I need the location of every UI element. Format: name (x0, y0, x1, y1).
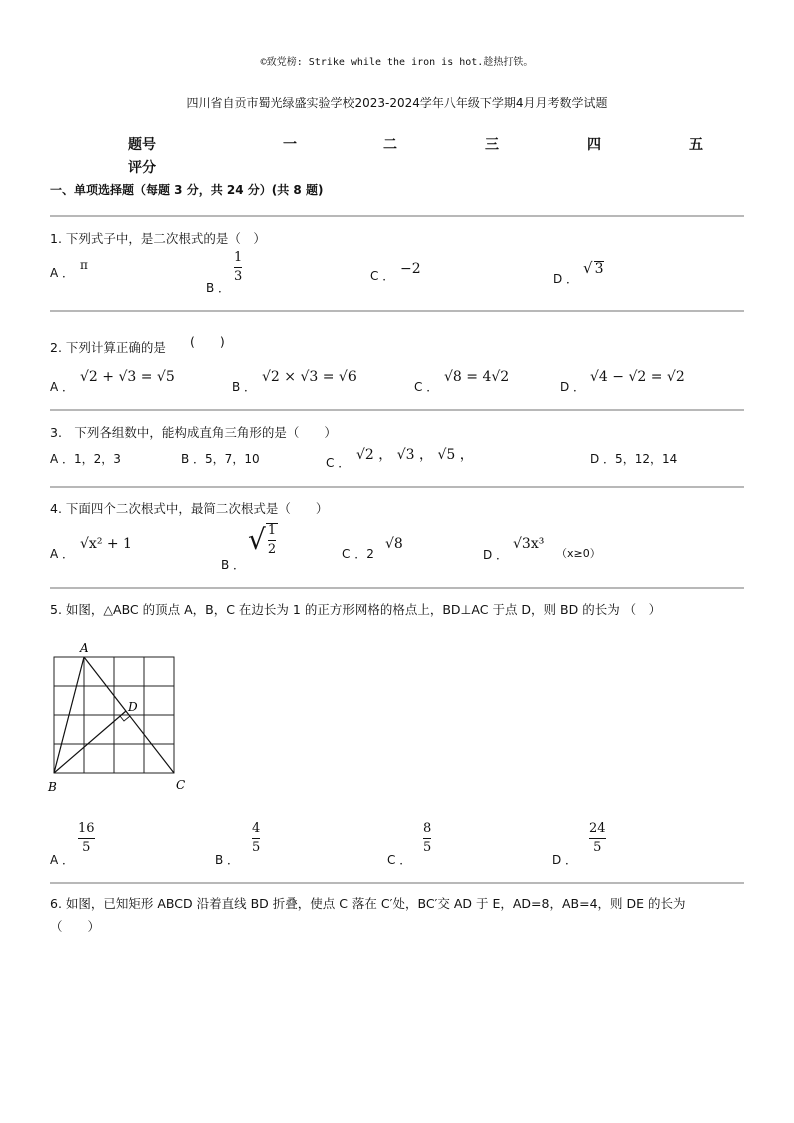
q5-option-c-label: C ． (387, 853, 412, 867)
q1-b-numerator: 1 (234, 250, 243, 265)
divider (50, 587, 744, 589)
question-2-paren: ( ) (190, 334, 225, 349)
question-4-stem: 4. 下面四个二次根式中，最简二次根式是（ ） (50, 501, 329, 516)
q3-option-c-value: √2 ， √3 ， √5 ， (356, 447, 474, 463)
q1-option-a-label: A ． (50, 266, 75, 280)
q3-option-d: D ．5，12，14 (590, 452, 678, 466)
score-table-row-label: 题号 (128, 137, 156, 153)
q5-option-c-fraction: 8 5 (423, 821, 432, 855)
divider (50, 409, 744, 411)
vertex-label-d: D (128, 700, 138, 714)
q1-option-a-value: π (80, 258, 88, 272)
q4-option-c-value: √8 (385, 536, 403, 552)
question-6-stem: 6. 如图，已知矩形 ABCD 沿着直线 BD 折叠，使点 C 落在 C′处，BC′交 AD 于 E，AD=8，AB=4，则 DE 的长为 (50, 896, 686, 911)
divider (50, 882, 744, 884)
score-col-1: 一 (283, 137, 297, 153)
q4-option-a-label: A ． (50, 547, 75, 561)
score-col-3: 三 (485, 137, 499, 153)
q3-option-b: B ．5，7，10 (181, 452, 260, 466)
q2-option-b-value: √2 × √3 = √6 (262, 369, 357, 385)
question-6-paren: （ ） (50, 919, 101, 934)
q4-option-b-value (248, 523, 278, 556)
q5-option-a-label: A ． (50, 853, 75, 867)
q1-option-d-value: √ 3 (583, 259, 604, 277)
q1-option-b-label: B ． (206, 281, 231, 295)
q2-option-d-value: √4 − √2 = √2 (590, 369, 685, 385)
q5-option-b-fraction: 4 5 (252, 821, 261, 855)
question-3-stem: 3. 下列各组数中，能构成直角三角形的是（ ） (50, 425, 337, 440)
q2-option-a-value: √2 + √3 = √5 (80, 369, 175, 385)
question-1-stem: 1. 下列式子中，是二次根式的是（ ） (50, 231, 266, 246)
q4-option-b-label: B ． (221, 558, 246, 572)
q4-option-d-value: √3x³ (513, 536, 545, 552)
divider (50, 486, 744, 488)
q1-option-c-value: −2 (400, 261, 421, 277)
q1-option-d-label: D ． (553, 272, 579, 286)
q2-option-b-label: B ． (232, 380, 257, 394)
q1-b-denominator: 3 (234, 268, 243, 284)
q4-option-d-label: D ． (483, 548, 509, 562)
divider (50, 310, 744, 312)
q5-option-d-label: D ． (552, 853, 578, 867)
vertex-label-c: C (176, 778, 186, 792)
radical-sign: √ (248, 523, 266, 557)
score-table-score-label: 评分 (128, 160, 156, 176)
header-motto: ©致党榜: Strike while the iron is hot.趁热打铁。 (260, 57, 534, 68)
vertex-label-a: A (80, 641, 89, 655)
q3-option-c-label: C ． (326, 456, 351, 470)
right-angle-mark (120, 716, 130, 721)
q5-option-d-fraction: 24 5 (589, 821, 606, 855)
q2-option-a-label: A ． (50, 380, 75, 394)
question-5-stem: 5. 如图，△ABC 的顶点 A，B，C 在边长为 1 的正方形网格的格点上，BD⊥AC 于点 D，则 BD 的长为 （ ） (50, 602, 662, 617)
q5-grid-figure (44, 636, 194, 796)
q4-option-c-label: C ．2 (342, 547, 374, 561)
q2-option-c-value: √8 = 4√2 (444, 369, 510, 385)
q5-option-a-fraction: 16 5 (78, 821, 95, 855)
question-2-stem: 2. 下列计算正确的是 (50, 340, 166, 355)
q4-b-fraction: $\frac{1}{2}$ (267, 523, 277, 557)
section-heading: 一、单项选择题（每题 3 分，共 24 分）(共 8 题) (50, 183, 324, 197)
grid-lines (54, 657, 174, 773)
score-col-5: 五 (689, 137, 703, 153)
q3-option-a: A ．1，2，3 (50, 452, 121, 466)
q1-option-c-label: C ． (370, 269, 395, 283)
q5-option-b-label: B ． (215, 853, 240, 867)
q2-option-c-label: C ． (414, 380, 439, 394)
score-col-2: 二 (383, 137, 397, 153)
q1-option-b-fraction (234, 251, 242, 283)
q4-option-a-value: √x² + 1 (80, 536, 132, 552)
q2-option-d-label: D ． (560, 380, 586, 394)
vertex-label-b: B (48, 780, 57, 794)
score-col-4: 四 (587, 137, 601, 153)
q4-option-d-condition: （x≥0） (556, 547, 601, 560)
divider (50, 215, 744, 217)
exam-title: 四川省自贡市蜀光绿盛实验学校2023-2024学年八年级下学期4月月考数学试题 (186, 96, 608, 110)
